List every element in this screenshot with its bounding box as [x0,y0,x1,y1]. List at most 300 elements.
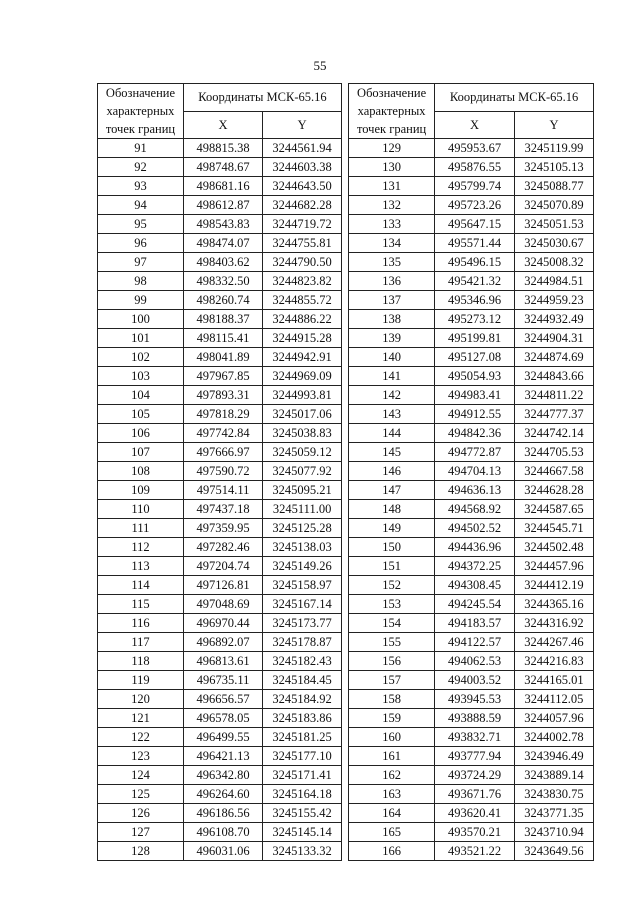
point-id-cell: 135 [349,253,435,272]
table-row [349,329,594,348]
x-coordinate-cell: 494568.92 [435,500,515,519]
point-id-cell: 162 [349,766,435,785]
y-coordinate-cell: 3244777.37 [514,405,593,424]
y-coordinate-cell: 3244587.65 [514,500,593,519]
x-coordinate-cell: 498260.74 [183,291,262,310]
point-id-cell: 99 [98,291,184,310]
x-coordinate-cell: 495127.08 [435,348,515,367]
table-row [349,652,594,671]
point-id-cell: 149 [349,519,435,538]
point-id-cell: 114 [98,576,184,595]
point-id-cell: 139 [349,329,435,348]
y-coordinate-cell: 3243946.49 [514,747,593,766]
y-coordinate-cell: 3245155.42 [263,804,342,823]
table-row [98,576,342,595]
table-row [98,671,342,690]
table-row [349,386,594,405]
y-coordinate-cell: 3245059.12 [263,443,342,462]
point-id-cell: 163 [349,785,435,804]
point-id-cell: 109 [98,481,184,500]
point-id-cell: 147 [349,481,435,500]
table-row [349,253,594,272]
x-coordinate-cell: 493832.71 [435,728,515,747]
y-coordinate-cell: 3245070.89 [514,196,593,215]
coordinates-table-right [348,83,594,861]
point-id-cell: 121 [98,709,184,728]
coordinates-table-left [97,83,342,861]
x-coordinate-cell: 498188.37 [183,310,262,329]
point-id-cell: 110 [98,500,184,519]
table-row [98,348,342,367]
x-coordinate-cell: 496264.60 [183,785,262,804]
point-id-cell: 98 [98,272,184,291]
point-id-cell: 136 [349,272,435,291]
x-coordinate-cell: 495346.96 [435,291,515,310]
x-coordinate-cell: 496813.61 [183,652,262,671]
x-coordinate-cell: 497048.69 [183,595,262,614]
table-row [98,367,342,386]
x-coordinate-cell: 495421.32 [435,272,515,291]
x-coordinate-cell: 493777.94 [435,747,515,766]
point-id-cell: 142 [349,386,435,405]
point-id-cell: 161 [349,747,435,766]
table-row [349,177,594,196]
point-id-cell: 91 [98,139,184,158]
y-coordinate-cell: 3245182.43 [263,652,342,671]
y-coordinate-cell: 3244742.14 [514,424,593,443]
y-coordinate-cell: 3244316.92 [514,614,593,633]
table-row [349,766,594,785]
point-id-cell: 105 [98,405,184,424]
point-id-cell: 101 [98,329,184,348]
point-id-cell: 158 [349,690,435,709]
y-coordinate-cell: 3244811.22 [514,386,593,405]
table-row [98,158,342,177]
y-coordinate-cell: 3245105.13 [514,158,593,177]
y-coordinate-cell: 3245167.14 [263,595,342,614]
y-coordinate-cell: 3245184.92 [263,690,342,709]
x-column-header: X [183,111,262,139]
y-coordinate-cell: 3244755.81 [263,234,342,253]
x-coordinate-cell: 495799.74 [435,177,515,196]
table-row [98,424,342,443]
table-row [349,367,594,386]
designation-header-line: характерных [357,104,426,118]
point-id-cell: 116 [98,614,184,633]
table-row [98,253,342,272]
table-row [98,462,342,481]
table-row [349,139,594,158]
x-coordinate-cell: 495199.81 [435,329,515,348]
y-coordinate-cell: 3244112.05 [514,690,593,709]
y-coordinate-cell: 3245038.83 [263,424,342,443]
table-row [349,348,594,367]
x-coordinate-cell: 495647.15 [435,215,515,234]
point-id-cell: 141 [349,367,435,386]
table-row [98,557,342,576]
x-column-header: X [435,111,515,139]
table-row [349,614,594,633]
y-coordinate-cell: 3245149.26 [263,557,342,576]
point-id-cell: 159 [349,709,435,728]
point-id-cell: 123 [98,747,184,766]
point-id-cell: 117 [98,633,184,652]
x-coordinate-cell: 497590.72 [183,462,262,481]
y-coordinate-cell: 3244984.51 [514,272,593,291]
point-id-cell: 112 [98,538,184,557]
point-id-cell: 148 [349,500,435,519]
point-id-cell: 152 [349,576,435,595]
x-coordinate-cell: 497204.74 [183,557,262,576]
coord-system-header: Координаты МСК-65.16 [183,84,341,112]
y-coordinate-cell: 3244545.71 [514,519,593,538]
point-id-cell: 155 [349,633,435,652]
table-row [349,405,594,424]
y-coordinate-cell: 3245095.21 [263,481,342,500]
x-coordinate-cell: 494062.53 [435,652,515,671]
table-row [98,519,342,538]
y-coordinate-cell: 3244628.28 [514,481,593,500]
x-coordinate-cell: 497818.29 [183,405,262,424]
y-coordinate-cell: 3245145.14 [263,823,342,842]
x-coordinate-cell: 498403.62 [183,253,262,272]
table-row [98,690,342,709]
y-coordinate-cell: 3245088.77 [514,177,593,196]
y-coordinate-cell: 3245119.99 [514,139,593,158]
point-id-cell: 138 [349,310,435,329]
x-coordinate-cell: 493724.29 [435,766,515,785]
table-row [98,310,342,329]
x-coordinate-cell: 494436.96 [435,538,515,557]
x-coordinate-cell: 498543.83 [183,215,262,234]
table-row [98,766,342,785]
point-id-cell: 153 [349,595,435,614]
table-row [349,443,594,462]
table-row [349,595,594,614]
y-coordinate-cell: 3244719.72 [263,215,342,234]
table-row [349,804,594,823]
point-id-cell: 96 [98,234,184,253]
y-coordinate-cell: 3244874.69 [514,348,593,367]
table-row [349,519,594,538]
x-coordinate-cell: 498612.87 [183,196,262,215]
x-coordinate-cell: 497967.85 [183,367,262,386]
x-coordinate-cell: 498332.50 [183,272,262,291]
table-row [349,785,594,804]
table-row [349,291,594,310]
x-coordinate-cell: 494245.54 [435,595,515,614]
point-id-cell: 125 [98,785,184,804]
y-coordinate-cell: 3245164.18 [263,785,342,804]
table-row [349,842,594,861]
x-coordinate-cell: 493620.41 [435,804,515,823]
table-row [98,443,342,462]
x-coordinate-cell: 496031.06 [183,842,262,861]
x-coordinate-cell: 497126.81 [183,576,262,595]
point-id-cell: 146 [349,462,435,481]
x-coordinate-cell: 497437.18 [183,500,262,519]
y-coordinate-cell: 3245173.77 [263,614,342,633]
x-coordinate-cell: 498748.67 [183,158,262,177]
table-row [349,424,594,443]
x-coordinate-cell: 494912.55 [435,405,515,424]
table-row [349,690,594,709]
x-coordinate-cell: 493888.59 [435,709,515,728]
table-row [349,196,594,215]
x-coordinate-cell: 497359.95 [183,519,262,538]
y-coordinate-cell: 3244667.58 [514,462,593,481]
x-coordinate-cell: 496656.57 [183,690,262,709]
x-coordinate-cell: 496342.80 [183,766,262,785]
table-row [98,291,342,310]
y-coordinate-cell: 3244843.66 [514,367,593,386]
y-coordinate-cell: 3244502.48 [514,538,593,557]
coord-system-header: Координаты МСК-65.16 [435,84,594,112]
x-coordinate-cell: 494983.41 [435,386,515,405]
table-row [349,557,594,576]
table-row [98,196,342,215]
table-row [98,481,342,500]
y-coordinate-cell: 3245183.86 [263,709,342,728]
table-body [349,139,594,861]
x-coordinate-cell: 494122.57 [435,633,515,652]
point-id-cell: 104 [98,386,184,405]
table-row [349,633,594,652]
point-id-cell: 120 [98,690,184,709]
y-coordinate-cell: 3244993.81 [263,386,342,405]
y-coordinate-cell: 3244412.19 [514,576,593,595]
y-coordinate-cell: 3244216.83 [514,652,593,671]
x-coordinate-cell: 494183.57 [435,614,515,633]
table-row [98,177,342,196]
y-coordinate-cell: 3245030.67 [514,234,593,253]
point-id-cell: 164 [349,804,435,823]
x-coordinate-cell: 495723.26 [435,196,515,215]
point-id-cell: 118 [98,652,184,671]
x-coordinate-cell: 494372.25 [435,557,515,576]
point-id-cell: 108 [98,462,184,481]
point-id-cell: 95 [98,215,184,234]
y-coordinate-cell: 3244561.94 [263,139,342,158]
x-coordinate-cell: 496499.55 [183,728,262,747]
table-row [98,215,342,234]
table-row [98,652,342,671]
x-coordinate-cell: 496892.07 [183,633,262,652]
point-id-cell: 128 [98,842,184,861]
y-column-header: Y [263,111,342,139]
y-coordinate-cell: 3244365.16 [514,595,593,614]
y-coordinate-cell: 3244790.50 [263,253,342,272]
designation-header-line: Обозначение [105,86,175,100]
x-coordinate-cell: 495273.12 [435,310,515,329]
y-coordinate-cell: 3244705.53 [514,443,593,462]
x-coordinate-cell: 495953.67 [435,139,515,158]
x-coordinate-cell: 497666.97 [183,443,262,462]
table-row [98,405,342,424]
x-coordinate-cell: 493671.76 [435,785,515,804]
table-row [349,215,594,234]
table-row [98,842,342,861]
table-row [98,785,342,804]
x-coordinate-cell: 494502.52 [435,519,515,538]
point-id-cell: 106 [98,424,184,443]
x-coordinate-cell: 496421.13 [183,747,262,766]
table-row [98,823,342,842]
table-row [349,671,594,690]
y-coordinate-cell: 3245181.25 [263,728,342,747]
y-coordinate-cell: 3244942.91 [263,348,342,367]
y-coordinate-cell: 3244267.46 [514,633,593,652]
y-coordinate-cell: 3244682.28 [263,196,342,215]
point-id-cell: 94 [98,196,184,215]
x-coordinate-cell: 496970.44 [183,614,262,633]
x-coordinate-cell: 498115.41 [183,329,262,348]
y-coordinate-cell: 3244915.28 [263,329,342,348]
designation-header-line: точек границ [105,122,176,136]
point-id-cell: 129 [349,139,435,158]
table-row [349,234,594,253]
point-id-cell: 92 [98,158,184,177]
point-id-cell: 126 [98,804,184,823]
x-coordinate-cell: 495876.55 [435,158,515,177]
point-id-cell: 134 [349,234,435,253]
y-coordinate-cell: 3245171.41 [263,766,342,785]
table-row [349,500,594,519]
x-coordinate-cell: 494308.45 [435,576,515,595]
y-coordinate-cell: 3244855.72 [263,291,342,310]
designation-header [98,84,184,139]
table-row [98,234,342,253]
y-coordinate-cell: 3244643.50 [263,177,342,196]
table-row [98,709,342,728]
y-coordinate-cell: 3243771.35 [514,804,593,823]
y-coordinate-cell: 3244457.96 [514,557,593,576]
table-row [98,386,342,405]
point-id-cell: 111 [98,519,184,538]
x-coordinate-cell: 493945.53 [435,690,515,709]
page-number: 55 [313,58,327,73]
x-coordinate-cell: 496578.05 [183,709,262,728]
y-coordinate-cell: 3244904.31 [514,329,593,348]
x-coordinate-cell: 494636.13 [435,481,515,500]
point-id-cell: 165 [349,823,435,842]
x-coordinate-cell: 496108.70 [183,823,262,842]
table-row [98,614,342,633]
y-coordinate-cell: 3244057.96 [514,709,593,728]
x-coordinate-cell: 498474.07 [183,234,262,253]
table-row [349,481,594,500]
y-coordinate-cell: 3243830.75 [514,785,593,804]
designation-header-line: точек границ [356,122,427,136]
designation-header-line: Обозначение [357,86,427,100]
x-coordinate-cell: 495496.15 [435,253,515,272]
table-row [349,158,594,177]
table-row [98,728,342,747]
table-row [98,139,342,158]
point-id-cell: 166 [349,842,435,861]
table-row [98,272,342,291]
x-coordinate-cell: 497514.11 [183,481,262,500]
point-id-cell: 103 [98,367,184,386]
table-body [98,139,342,861]
x-coordinate-cell: 498681.16 [183,177,262,196]
y-coordinate-cell: 3245051.53 [514,215,593,234]
point-id-cell: 113 [98,557,184,576]
point-id-cell: 130 [349,158,435,177]
table-row [98,747,342,766]
table-row [98,595,342,614]
table-row [98,804,342,823]
y-coordinate-cell: 3245133.32 [263,842,342,861]
x-coordinate-cell: 498041.89 [183,348,262,367]
table-row [98,329,342,348]
point-id-cell: 107 [98,443,184,462]
point-id-cell: 145 [349,443,435,462]
y-coordinate-cell: 3244603.38 [263,158,342,177]
y-coordinate-cell: 3245184.45 [263,671,342,690]
point-id-cell: 100 [98,310,184,329]
point-id-cell: 143 [349,405,435,424]
point-id-cell: 97 [98,253,184,272]
y-coordinate-cell: 3244932.49 [514,310,593,329]
point-id-cell: 150 [349,538,435,557]
y-coordinate-cell: 3244886.22 [263,310,342,329]
point-id-cell: 127 [98,823,184,842]
table-row [98,500,342,519]
table-row [349,462,594,481]
x-coordinate-cell: 497742.84 [183,424,262,443]
x-coordinate-cell: 498815.38 [183,139,262,158]
point-id-cell: 93 [98,177,184,196]
y-coordinate-cell: 3244823.82 [263,272,342,291]
point-id-cell: 102 [98,348,184,367]
table-row [349,823,594,842]
x-coordinate-cell: 494842.36 [435,424,515,443]
y-coordinate-cell: 3245017.06 [263,405,342,424]
designation-header [349,84,435,139]
table-row [349,538,594,557]
y-coordinate-cell: 3244002.78 [514,728,593,747]
point-id-cell: 132 [349,196,435,215]
point-id-cell: 119 [98,671,184,690]
x-coordinate-cell: 494003.52 [435,671,515,690]
y-coordinate-cell: 3244969.09 [263,367,342,386]
point-id-cell: 115 [98,595,184,614]
x-coordinate-cell: 496186.56 [183,804,262,823]
y-coordinate-cell: 3245138.03 [263,538,342,557]
point-id-cell: 154 [349,614,435,633]
point-id-cell: 133 [349,215,435,234]
point-id-cell: 131 [349,177,435,196]
y-coordinate-cell: 3245178.87 [263,633,342,652]
point-id-cell: 124 [98,766,184,785]
x-coordinate-cell: 493570.21 [435,823,515,842]
table-row [349,272,594,291]
table-row [349,747,594,766]
x-coordinate-cell: 494772.87 [435,443,515,462]
point-id-cell: 157 [349,671,435,690]
point-id-cell: 160 [349,728,435,747]
x-coordinate-cell: 495571.44 [435,234,515,253]
table-row [98,633,342,652]
x-coordinate-cell: 495054.93 [435,367,515,386]
table-row [349,709,594,728]
y-coordinate-cell: 3243649.56 [514,842,593,861]
y-coordinate-cell: 3245177.10 [263,747,342,766]
y-coordinate-cell: 3245008.32 [514,253,593,272]
y-coordinate-cell: 3245111.00 [263,500,342,519]
y-column-header: Y [514,111,593,139]
